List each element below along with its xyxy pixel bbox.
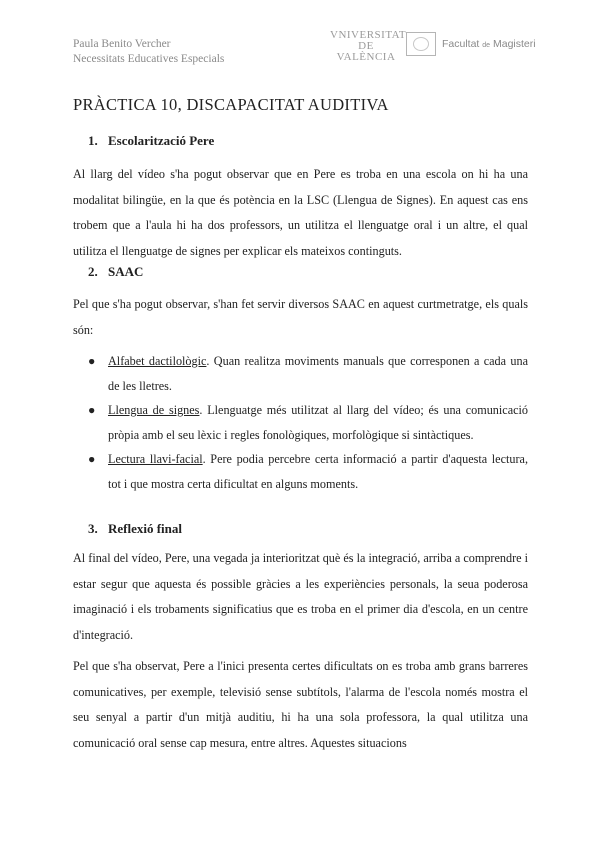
list-item-term: Llengua de signes <box>108 403 200 417</box>
list-item-term: Alfabet dactilològic <box>108 354 207 368</box>
bullet-icon: ● <box>88 452 96 466</box>
list-item-text: . Pere podia percebre certa informació a partir d'aquesta lectura, tot i que mostra certa dificultat en alguns moments. <box>108 452 528 491</box>
section-2-paragraph: Pel que s'ha pogut observar, s'han fet servir diversos SAAC en aquest curtmetratge, els quals són: <box>73 297 528 337</box>
list-item <box>88 447 528 496</box>
university-logo <box>330 30 540 62</box>
course-name: Necessitats Educatives Especials <box>73 53 225 65</box>
bullet-icon: ● <box>88 354 96 368</box>
bullet-icon: ● <box>88 403 96 417</box>
document-title: PRÀCTICA 10, DISCAPACITAT AUDITIVA <box>73 95 389 114</box>
list-item-text: . Llenguatge més utilitzat al llarg del vídeo; és una comunicació pròpia amb el seu lèxic i regles fonològiques, morfològique si sintàctiques. <box>108 403 528 442</box>
list-item-text: . Quan realitza moviments manuals que corresponen a cada una de les lletres. <box>108 354 528 393</box>
list-item <box>88 349 528 398</box>
university-seal-icon <box>406 32 436 56</box>
list-item-term: Lectura llavi-facial <box>108 452 203 466</box>
author-name: Paula Benito Vercher <box>73 38 171 50</box>
page-header-left <box>73 37 224 67</box>
section-3-paragraph: Al final del vídeo, Pere, una vegada ja interioritzat què és la integració, arriba a comprendre i estar segur que aquesta és possible gràcies a les experiències personals, la seua poderosa imaginació i els trobaments significatius que es troba en el primer dia d'escola, en un centre d'integració. <box>73 551 528 642</box>
faculty-name: Facultat de Magisteri <box>442 38 536 50</box>
section-heading-2: 2. SAAC <box>88 264 144 279</box>
university-wordmark: VNIVERSITAT DE VALÈNCIA <box>330 29 407 63</box>
section-3-paragraph-2: Pel que s'ha observat, Pere a l'inici presenta certes dificultats on es troba amb grans barreres comunicatives, per exemple, televisió sense subtítols, l'alarma de l'escola només mostra el seu senyal a partir d'un mitjà auditiu, hi ha una sola professora, la qual utilitza una comunicació oral sense cap mesura, entre altres. Aquestes situacions <box>73 659 528 750</box>
section-heading-1: 1. Escolarització Pere <box>88 133 215 148</box>
section-heading-3: 3. Reflexió final <box>88 521 183 536</box>
section-1-paragraph: Al llarg del vídeo s'ha pogut observar que en Pere es troba en una escola on hi ha una modalitat bilingüe, en la que és potència en la LSC (Llengua de Signes). En aquest cas ens trobem que a l'aula hi ha dos professors, un utilitza el llenguatge oral i un altre, el qual utilitza el llenguatge de signes per explicar els mateixos continguts. <box>73 167 528 258</box>
saac-list <box>88 349 528 496</box>
list-item <box>88 398 528 447</box>
